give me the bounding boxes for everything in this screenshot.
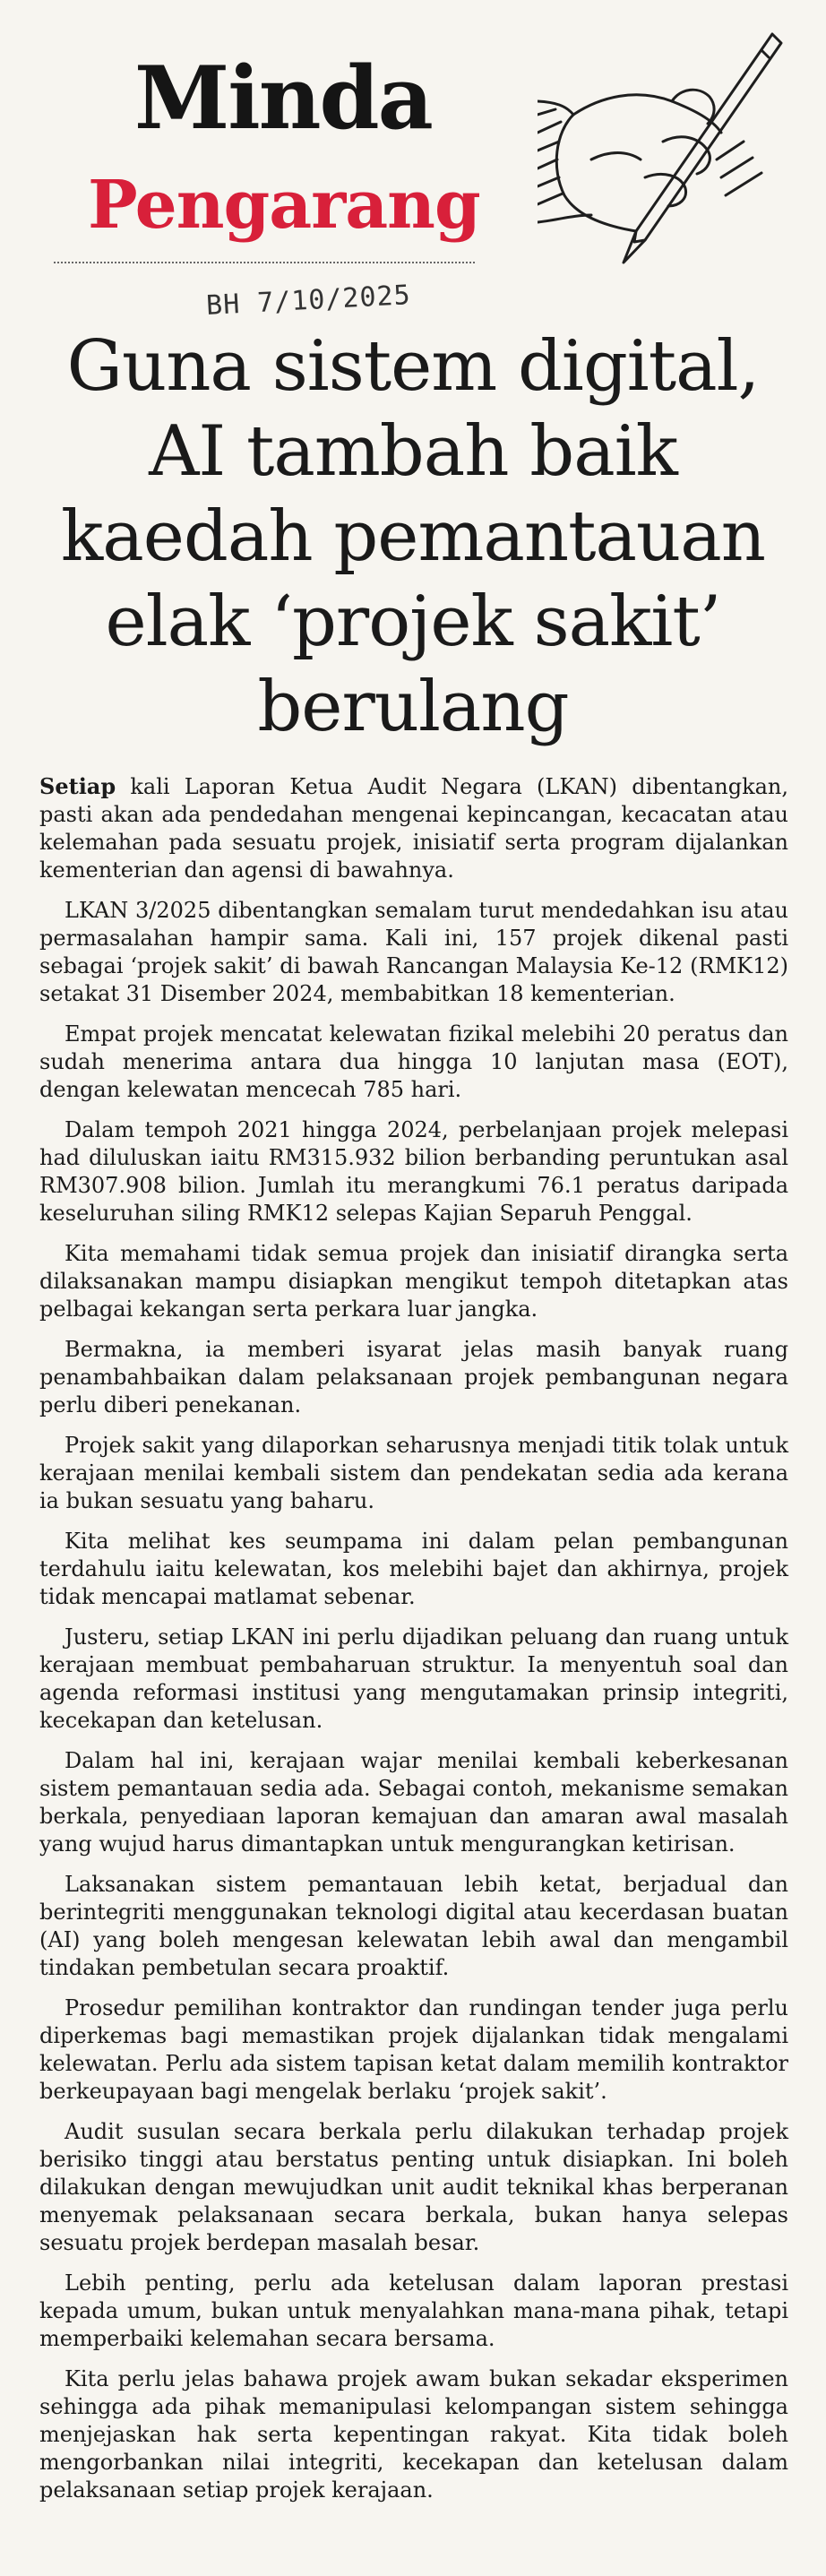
headline-line: AI tambah baik	[149, 411, 677, 492]
article-paragraph: Dalam tempoh 2021 hingga 2024, perbelanjaan projek melepasi had diluluskan iaitu RM315.932 bilion berbanding peruntukan asal RM307.908 bilion. Jumlah itu merangkumi 76.1 peratus daripada keseluruhan siling RMK12 selepas Kajian Separuh Penggal.	[39, 1117, 788, 1226]
article-paragraph	[39, 772, 788, 884]
masthead-divider	[54, 262, 475, 263]
headline-line: elak ‘projek sakit’	[105, 582, 721, 662]
headline-line: Guna sistem digital,	[66, 326, 760, 407]
article-paragraph: Kita memahami tidak semua projek dan inisiatif dirangka serta dilaksanakan mampu disiapkan mengikut tempoh ditetapkan atas pelbagai kekangan serta perkara luar jangka.	[39, 1241, 788, 1322]
article-paragraph: Bermakna, ia memberi isyarat jelas masih banyak ruang penambahbaikan dalam pelaksanaan projek pembangunan negara perlu diberi penekanan.	[39, 1337, 788, 1417]
article-paragraph: Empat projek mencatat kelewatan fizikal melebihi 20 peratus dan sudah menerima antara dua hingga 10 lanjutan masa (EOT), dengan kelewatan mencecah 785 hari.	[39, 1021, 788, 1102]
masthead-title: Minda	[134, 47, 432, 149]
article-paragraph: LKAN 3/2025 dibentangkan semalam turut mendedahkan isu atau permasalahan hampir sama. Kali ini, 157 projek dikenal pasti sebagai ‘projek sakit’ di bawah Rancangan Malaysia Ke-12 (RMK12) setakat 31 Disember 2024, membabitkan 18 kementerian.	[39, 898, 788, 1006]
masthead-subtitle: Pengarang	[88, 167, 480, 244]
headline-line: berulang	[257, 667, 569, 747]
article-paragraph: Lebih penting, perlu ada ketelusan dalam laporan prestasi kepada umum, bukan untuk menyalahkan mana-mana pihak, tetapi memperbaiki kelemahan secara bersama.	[39, 2270, 788, 2351]
article-paragraph: Justeru, setiap LKAN ini perlu dijadikan peluang dan ruang untuk kerajaan membuat pembaharuan struktur. Ia menyentuh soal dan agenda reformasi institusi yang mengutamakan prinsip integriti, kecekapan dan ketelusan.	[39, 1624, 788, 1733]
article-paragraph: Laksanakan sistem pemantauan lebih ketat, berjadual dan berintegriti menggunakan teknologi digital atau kecerdasan buatan (AI) yang boleh mengesan kelewatan lebih awal dan mengambil tindakan pembetulan secara proaktif.	[39, 1872, 788, 1980]
hand-pen-icon	[538, 16, 806, 303]
handwritten-date-stamp: BH 7/10/2025	[205, 280, 412, 322]
article-paragraph: Prosedur pemilihan kontraktor dan rundingan tender juga perlu diperkemas bagi memastikan projek dijalankan tidak mengalami kelewatan. Perlu ada sistem tapisan ketat dalam memilih kontraktor berkeupayaan bagi mengelak berlaku ‘projek sakit’.	[39, 1995, 788, 2104]
article-paragraph: Audit susulan secara berkala perlu dilakukan terhadap projek berisiko tinggi atau berstatus penting untuk disiapkan. Ini boleh dilakukan dengan mewujudkan unit audit teknikal khas berperanan menyemak pelaksanaan secara berkala, bukan hanya selepas sesuatu projek berdepan masalah besar.	[39, 2119, 788, 2255]
article-paragraph: Dalam hal ini, kerajaan wajar menilai kembali keberkesanan sistem pemantauan sedia ada. Sebagai contoh, mekanisme semakan berkala, penyediaan laporan kemajuan dan amaran awal masalah yang wujud harus dimantapkan untuk mengurangkan ketirisan.	[39, 1748, 788, 1857]
article-paragraph: Kita perlu jelas bahawa projek awam bukan sekadar eksperimen sehingga ada pihak memanipulasi kelompangan sistem sehingga menjejaskan hak serta kepentingan rakyat. Kita tidak boleh mengorbankan nilai integriti, kecekapan dan ketelusan dalam pelaksanaan setiap projek kerajaan.	[39, 2366, 788, 2503]
first-paragraph-text: kali Laporan Ketua Audit Negara (LKAN) dibentangkan, pasti akan ada pendedahan mengenai kepincangan, kecacatan atau kelemahan pada sesuatu projek, inisiatif serta program dijalankan kementerian dan agensi di bawahnya.	[39, 774, 788, 883]
lead-word: Setiap	[39, 773, 116, 799]
headline-line: kaedah pemantauan	[60, 496, 765, 577]
masthead	[0, 0, 826, 287]
article-paragraph: Kita melihat kes seumpama ini dalam pelan pembangunan terdahulu iaitu kelewatan, kos melebihi bajet dan akhirnya, projek tidak mencapai matlamat sebenar.	[39, 1529, 788, 1609]
headline	[36, 324, 790, 750]
article-paragraph: Projek sakit yang dilaporkan seharusnya menjadi titik tolak untuk kerajaan menilai kembali sistem dan pendekatan sedia ada kerana ia bukan sesuatu yang baharu.	[39, 1433, 788, 1513]
article-body	[39, 772, 788, 2517]
